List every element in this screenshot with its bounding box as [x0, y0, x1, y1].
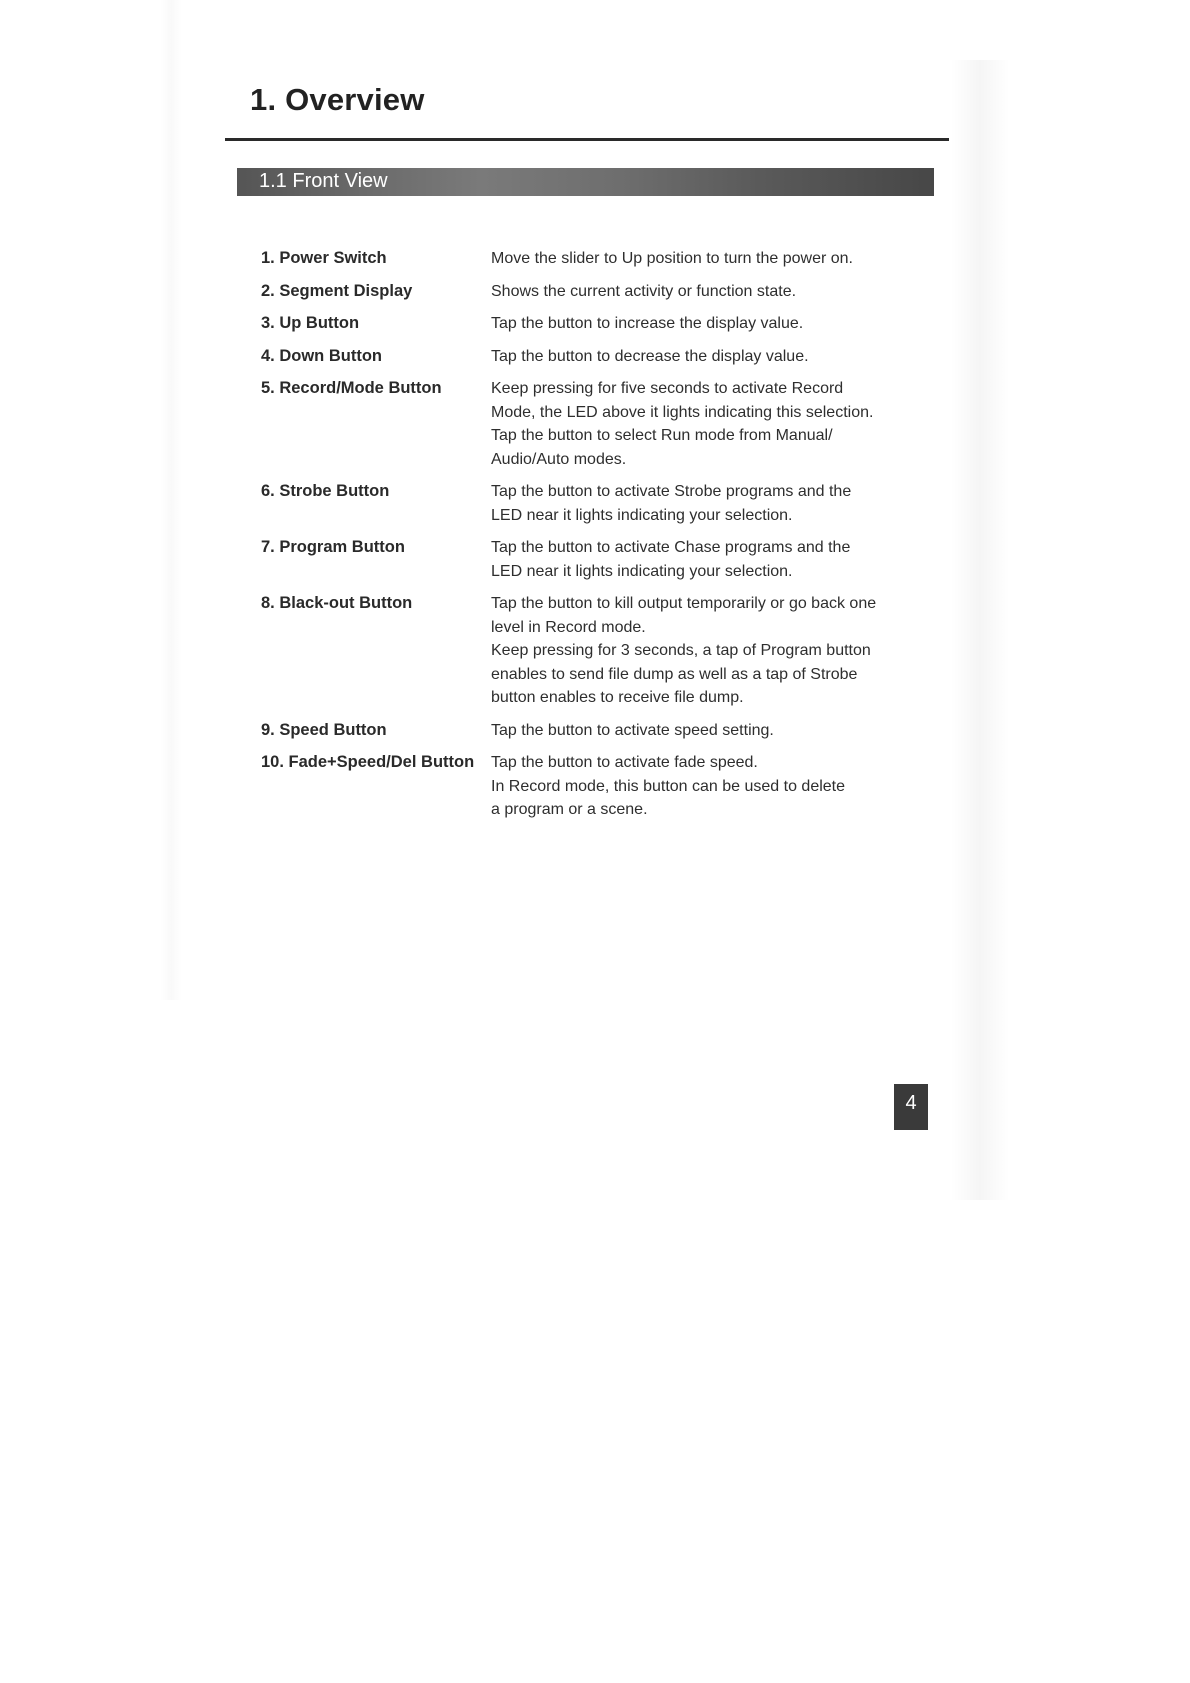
item-description: [491, 592, 921, 710]
item-label: 6. Strobe Button: [261, 482, 390, 500]
section-banner: [237, 168, 934, 196]
item-label: 1. Power Switch: [261, 249, 387, 267]
description-line: a program or a scene.: [491, 801, 648, 818]
description-line: level in Record mode.: [491, 618, 646, 636]
item-label: 9. Speed Button: [261, 720, 387, 739]
description-line: button enables to receive file dump.: [491, 689, 744, 706]
item-description: [491, 480, 921, 527]
section-title: 1.1 Front View: [259, 170, 388, 192]
page-title: 1. Overview: [250, 82, 425, 117]
item-label: 10. Fade+Speed/Del Button: [261, 753, 475, 771]
list-item: [261, 280, 921, 304]
list-item: [261, 247, 921, 271]
description-line: Shows the current activity or function state.: [491, 282, 797, 300]
description-line: Tap the button to activate fade speed.: [491, 754, 758, 771]
list-item: [261, 345, 921, 369]
list-item: [261, 480, 921, 527]
description-line: Tap the button to kill output temporarily or go back one: [491, 595, 877, 612]
page-number: 4: [894, 1084, 928, 1130]
item-description: [491, 247, 921, 271]
description-line: Tap the button to increase the display value.: [491, 315, 804, 332]
item-label: 2. Segment Display: [261, 281, 413, 300]
item-description: [491, 377, 921, 471]
item-description: [491, 719, 921, 743]
description-line: LED near it lights indicating your selection.: [491, 562, 793, 580]
description-line: enables to send file dump as well as a tap of Strobe: [491, 665, 858, 683]
description-line: Tap the button to select Run mode from Manual/: [491, 427, 833, 444]
description-line: Keep pressing for five seconds to activate Record: [491, 380, 844, 397]
item-label: 3. Up Button: [261, 314, 360, 332]
item-label: 7. Program Button: [261, 538, 405, 556]
list-item: [261, 377, 921, 471]
title-divider: [225, 138, 949, 141]
item-label: 5. Record/Mode Button: [261, 379, 442, 397]
description-line: Mode, the LED above it lights indicating this selection.: [491, 403, 874, 421]
description-line: Audio/Auto modes.: [491, 450, 627, 468]
feature-list: [261, 247, 921, 831]
list-item: [261, 592, 921, 710]
list-item: [261, 751, 921, 822]
description-line: LED near it lights indicating your selection.: [491, 506, 793, 524]
description-line: Tap the button to activate speed setting.: [491, 721, 774, 739]
scan-shadow-right: [950, 60, 1010, 1200]
item-description: [491, 345, 921, 369]
scan-shadow-left: [160, 0, 182, 1000]
description-line: Tap the button to decrease the display value.: [491, 347, 809, 365]
item-description: [491, 312, 921, 336]
item-label: 4. Down Button: [261, 346, 382, 365]
description-line: Tap the button to activate Strobe programs and the: [491, 483, 852, 500]
item-description: [491, 280, 921, 304]
description-line: Keep pressing for 3 seconds, a tap of Program button: [491, 642, 871, 659]
list-item: [261, 719, 921, 743]
item-label: 8. Black-out Button: [261, 594, 413, 612]
item-description: [491, 751, 921, 822]
item-description: [491, 536, 921, 583]
list-item: [261, 536, 921, 583]
description-line: In Record mode, this button can be used to delete: [491, 777, 846, 795]
description-line: Tap the button to activate Chase programs and the: [491, 539, 851, 556]
list-item: [261, 312, 921, 336]
description-line: Move the slider to Up position to turn the power on.: [491, 250, 853, 267]
